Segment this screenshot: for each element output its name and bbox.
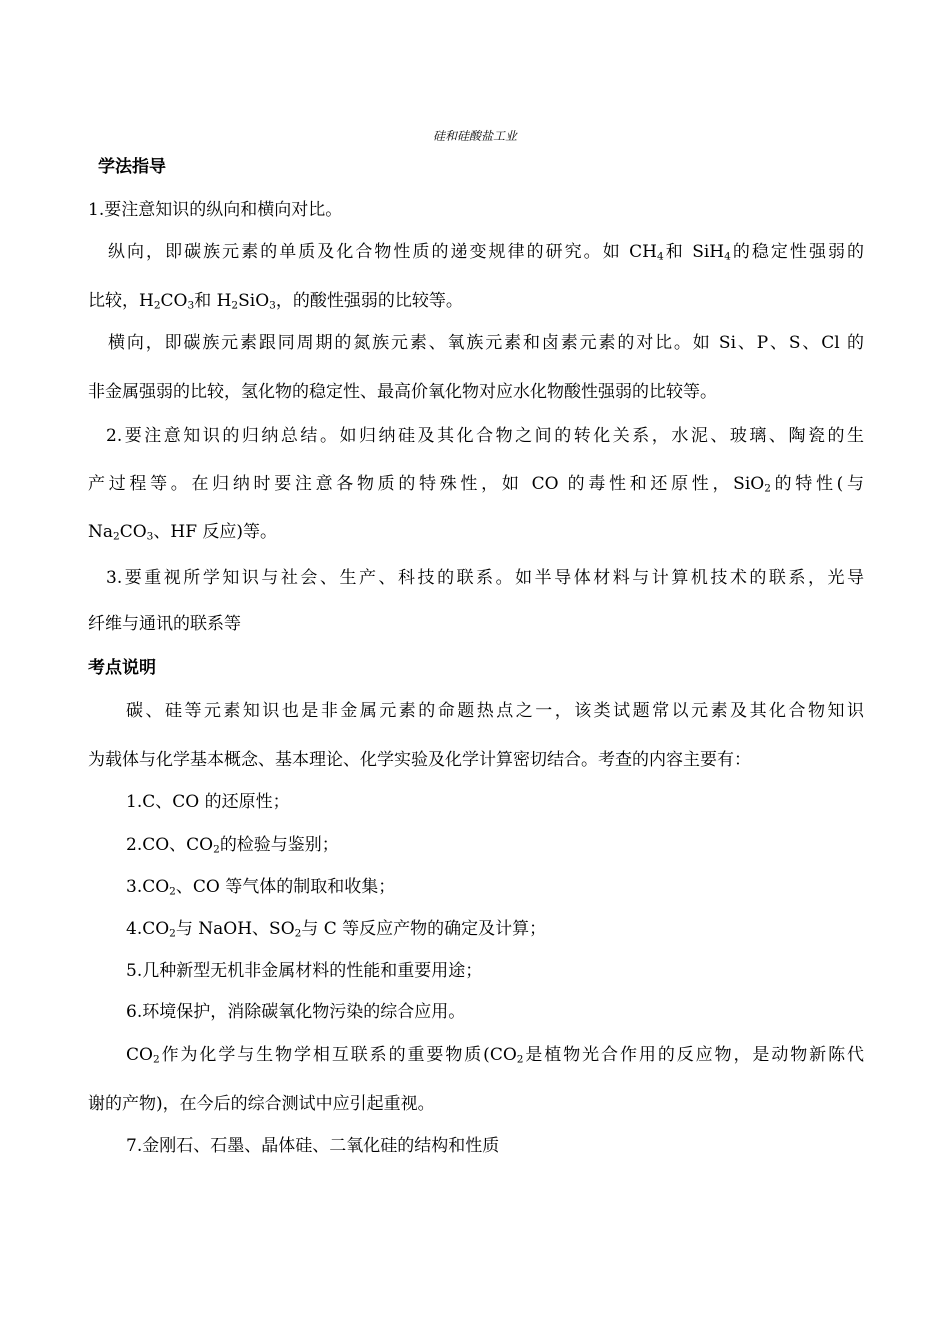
paragraph-horizontal-line-2: 非金属强弱的比较，氢化物的稳定性、最高价氧化物对应水化物酸性强弱的比较等。 (88, 382, 717, 402)
section-heading-exam-points: 考点说明 (88, 658, 156, 678)
exam-item-6: 6.环境保护，消除碳氧化物污染的综合应用。 (126, 1002, 466, 1022)
exam-intro-line-1: 碳、硅等元素知识也是非金属元素的命题热点之一，该类试题常以元素及其化合物知识 (126, 701, 864, 721)
paragraph-item-2-line-1: 2.要注意知识的归纳总结。如归纳硅及其化合物之间的转化关系，水泥、玻璃、陶瓷的生 (106, 426, 864, 446)
exam-item-3: $3.CO_2$、CO 等气体的制取和收集； (126, 877, 396, 898)
exam-item-7: 7.金刚石、石墨、晶体硅、二氧化硅的结构和性质 (126, 1136, 500, 1156)
co2-paragraph-line-1: $CO_2$作为化学与生物学相互联系的重要物质($CO_2$是植物光合作用的反应物，是动物新陈代 (126, 1045, 864, 1066)
paragraph-item-3-line-1: 3.要重视所学知识与社会、生产、科技的联系。如半导体材料与计算机技术的联系，光导 (106, 568, 864, 588)
paragraph-item-2-line-2: 产过程等。在归纳时要注意各物质的特殊性，如 CO 的毒性和还原性，SiO$_2$的特性(与 (88, 474, 864, 495)
paragraph-vertical-line-1: 纵向，即碳族元素的单质及化合物性质的递变规律的研究。如 $CH_4$和 SiH$_4$的稳定性强弱的 (108, 242, 865, 263)
co2-paragraph-line-2: 谢的产物)，在今后的综合测试中应引起重视。 (88, 1094, 435, 1114)
paragraph-vertical-line-2: 比较，$H_2CO_3$和 $H_2SiO_3$，的酸性强弱的比较等。 (88, 291, 463, 312)
exam-item-4: $4.CO_2$与 NaOH、$SO_2$与 C 等反应产物的确定及计算； (126, 919, 547, 940)
paragraph-item-1: 1.要注意知识的纵向和横向对比。 (88, 200, 343, 220)
section-heading-study-guide: 学法指导 (98, 157, 166, 177)
exam-item-2: 2.CO、$CO_2$的检验与鉴别； (126, 835, 339, 856)
paragraph-horizontal-line-1: 横向，即碳族元素跟同周期的氮族元素、氧族元素和卤素元素的对比。如 Si、P、S、Cl 的 (108, 333, 864, 353)
paragraph-item-3-line-2: 纤维与通讯的联系等 (88, 614, 241, 634)
exam-intro-line-2: 为载体与化学基本概念、基本理论、化学实验及化学计算密切结合。考查的内容主要有： (88, 750, 751, 770)
document-title: 硅和硅酸盐工业 (432, 129, 517, 143)
paragraph-item-2-line-3: $Na_2CO_3$、HF 反应)等。 (88, 522, 278, 543)
exam-item-5: 5.几种新型无机非金属材料的性能和重要用途； (126, 961, 483, 981)
exam-item-1: 1.C、CO 的还原性； (126, 792, 290, 812)
